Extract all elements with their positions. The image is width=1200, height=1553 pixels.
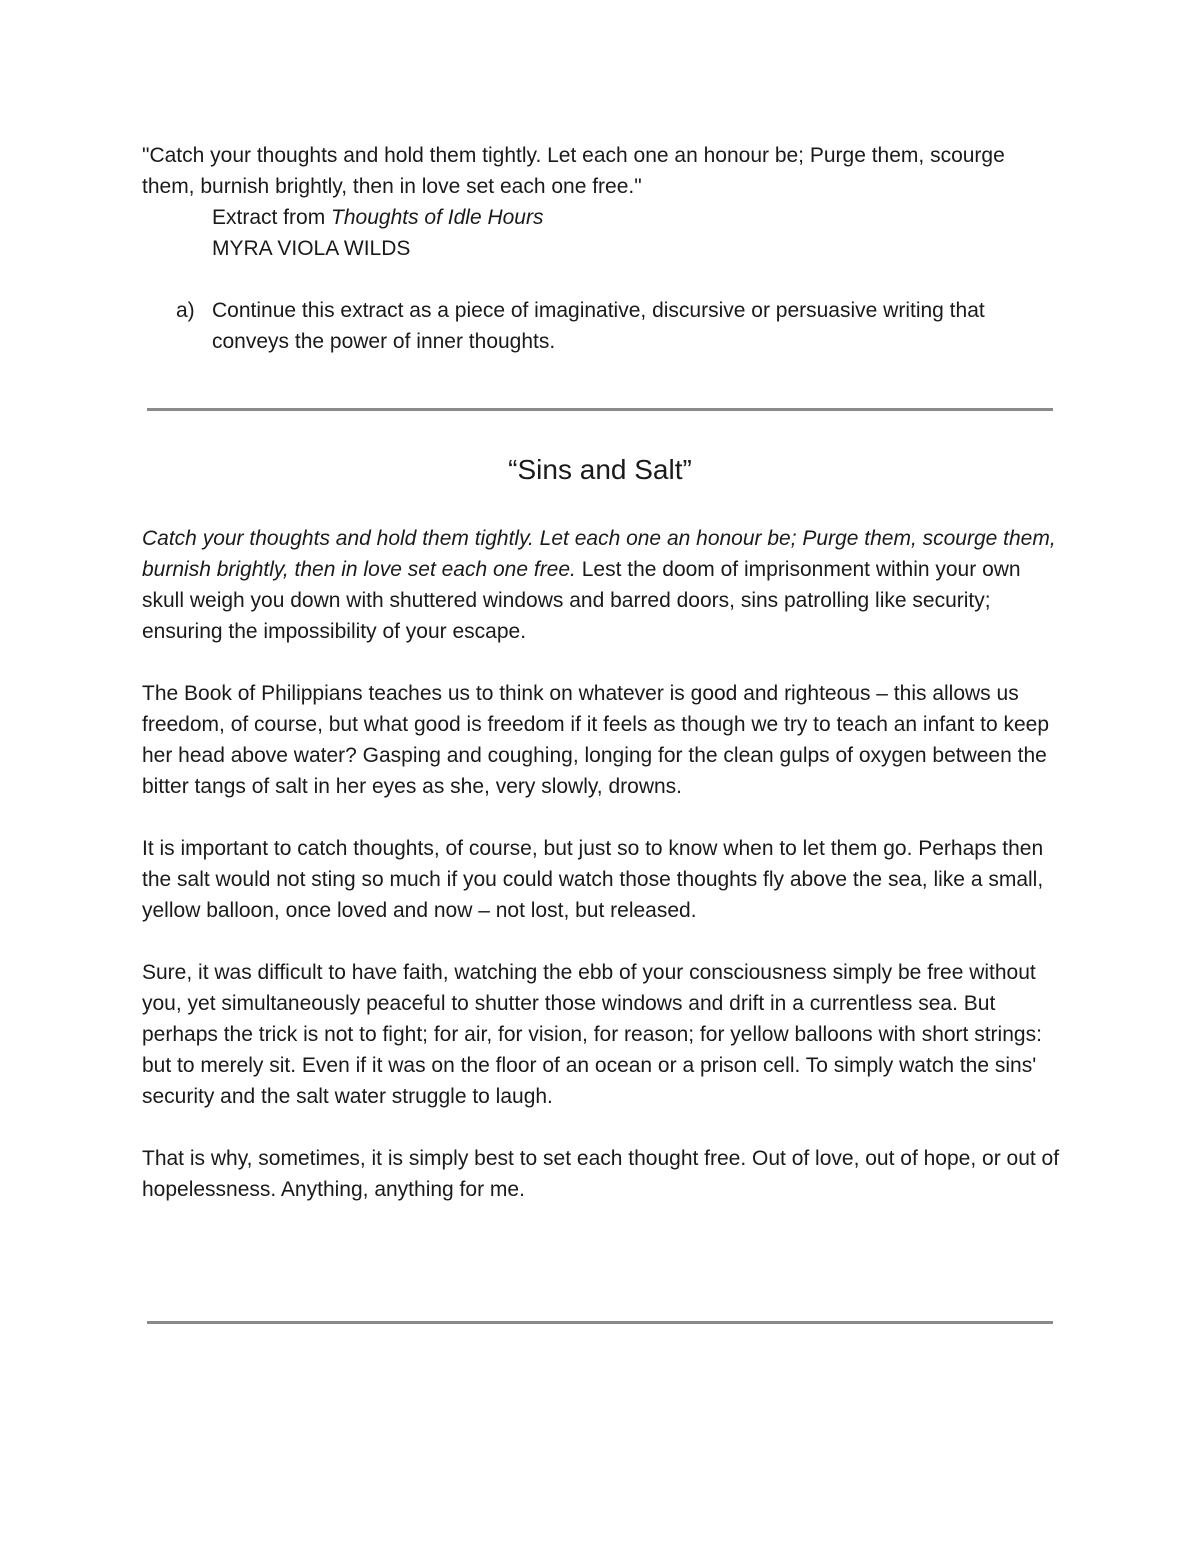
source-prefix: Extract from [212, 206, 332, 229]
author-name: MYRA VIOLA WILDS [212, 237, 411, 260]
divider-top [147, 408, 1053, 411]
essay-paragraph-1-quote: Catch your thoughts and hold them tightly. Let each one an honour be; Purge them, scourge them, burnish brightly, then in love set each one free. [142, 527, 1056, 581]
essay-title: “Sins and Salt” [508, 454, 692, 485]
essay-paragraph-1-text: Lest the doom of imprisonment within your own skull weigh you down with shuttered windows and barred doors, sins patrolling like security; ensuring the impossibility of your escape. [142, 558, 1021, 643]
essay-body [142, 523, 1062, 1205]
opening-quote: "Catch your thoughts and hold them tightly. Let each one an honour be; Purge them, scourge them, burnish brightly, then in love set each one free." [142, 144, 1005, 198]
divider-bottom [147, 1321, 1053, 1324]
task-marker: a) [176, 299, 195, 322]
essay-paragraph-3: It is important to catch thoughts, of course, but just so to know when to let them go. Perhaps then the salt would not sting so much if you could watch those thoughts fly above the sea, like a small, yellow balloon, once loved and now – not lost, but released. [142, 837, 1044, 922]
source-line [142, 202, 1062, 233]
source-title: Thoughts of Idle Hours [331, 206, 544, 229]
task-text: Continue this extract as a piece of imaginative, discursive or persuasive writing that conveys the power of inner thoughts. [212, 299, 985, 353]
essay-paragraph-2: The Book of Philippians teaches us to think on whatever is good and righteous – this allows us freedom, of course, but what good is freedom if it feels as though we try to teach an infant to keep her head above water? Gasping and coughing, longing for the clean gulps of oxygen between the bitter tangs of salt in her eyes as she, very slowly, drowns. [142, 682, 1050, 798]
essay-paragraph-4: Sure, it was difficult to have faith, watching the ebb of your consciousness simply be free without you, yet simultaneously peaceful to shutter those windows and drift in a currentless sea. But perhaps the trick is not to fight; for air, for vision, for reason; for yellow balloons with short strings: but to merely sit. Even if it was on the floor of an ocean or a prison cell. To simply watch the sins' security and the salt water struggle to laugh. [142, 961, 1042, 1108]
essay-paragraph-1 [142, 523, 1062, 647]
essay-paragraph-5: That is why, sometimes, it is simply best to set each thought free. Out of love, out of hope, or out of hopelessness. Anything, anything for me. [142, 1147, 1060, 1201]
task-item [142, 295, 1062, 357]
prompt-section [142, 140, 1062, 357]
